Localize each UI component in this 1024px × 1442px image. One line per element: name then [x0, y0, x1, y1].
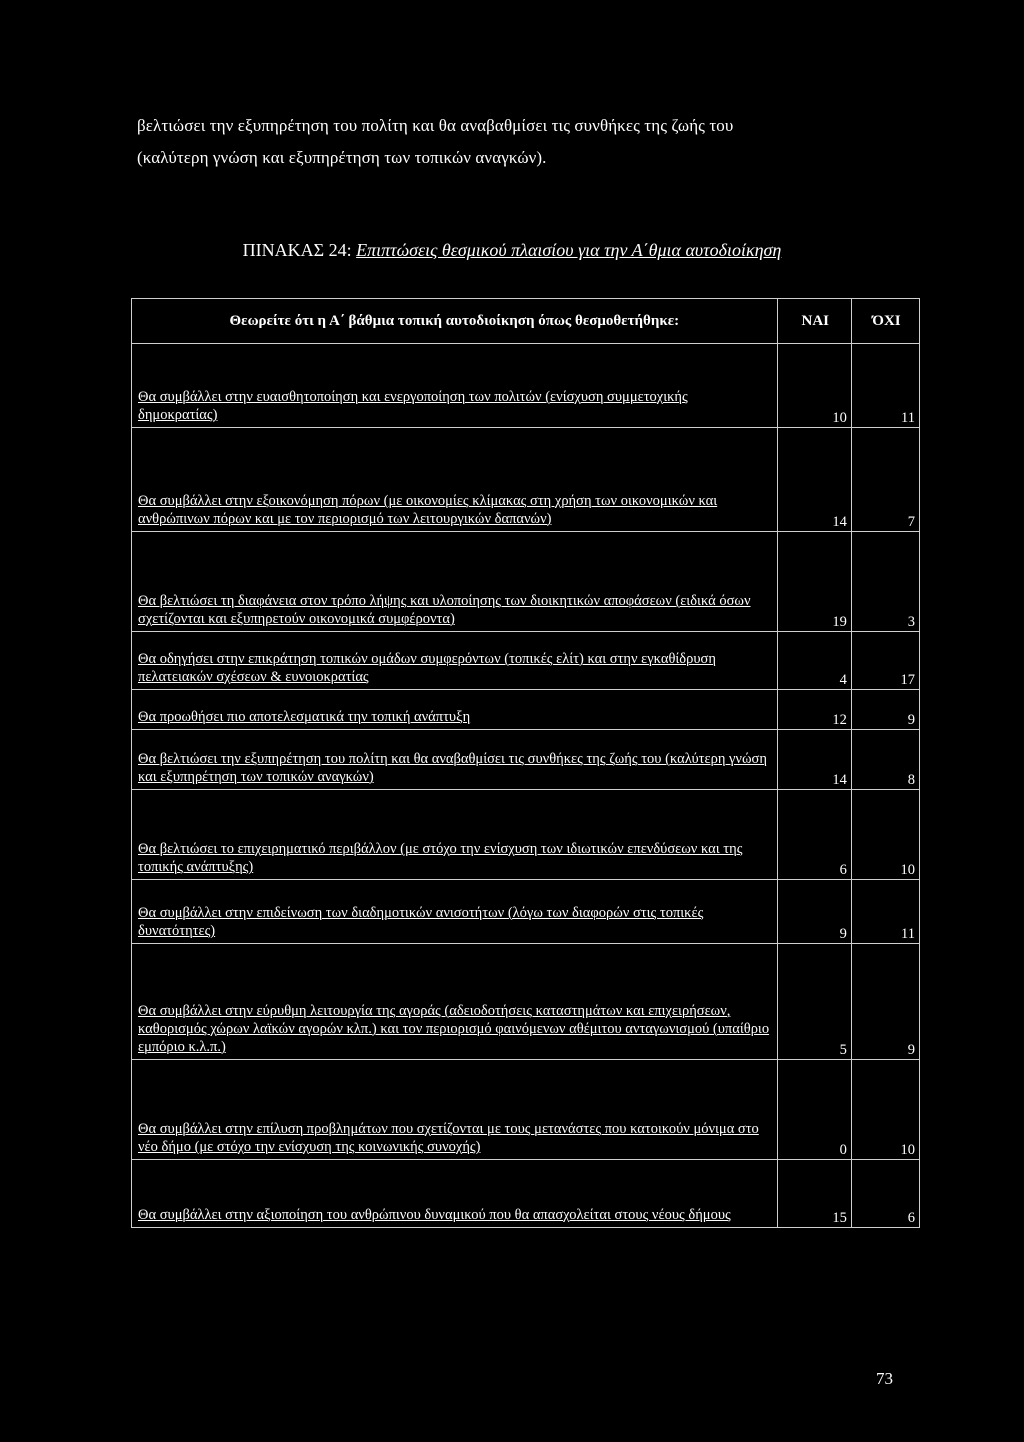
row-no-count: 10 [851, 1060, 919, 1160]
table-title-caption: Επιπτώσεις θεσμικού πλαισίου για την Α΄θμια αυτοδιοίκηση [356, 240, 782, 260]
intro-line-2: (καλύτερη γνώση και εξυπηρέτηση των τοπικών αναγκών). [137, 148, 547, 167]
header-question: Θεωρείτε ότι η Α΄ βάθμια τοπική αυτοδιοίκηση όπως θεσμοθετήθηκε: [132, 299, 778, 344]
row-statement: Θα συμβάλλει στην ευαισθητοποίηση και ενεργοποίηση των πολιτών (ενίσχυση συμμετοχικής δημοκρατίας) [138, 389, 688, 423]
table-title-label: ΠΙΝΑΚΑΣ 24: [242, 240, 352, 260]
row-yes-count: 6 [777, 790, 851, 880]
row-no-count: 11 [851, 880, 919, 944]
row-yes-count: 5 [777, 944, 851, 1060]
row-statement-cell [132, 1160, 778, 1228]
table-row [132, 1160, 920, 1228]
row-yes-count: 12 [777, 690, 851, 730]
page-number: 73 [876, 1369, 893, 1388]
row-yes-count: 15 [777, 1160, 851, 1228]
row-statement: Θα συμβάλλει στην επίλυση προβλημάτων που σχετίζονται με τους μετανάστες που κατοικούν μόνιμα στο νέο δήμο (με στόχο την ενίσχυση της κοινωνικής συνοχής) [138, 1121, 759, 1155]
row-statement: Θα βελτιώσει τη διαφάνεια στον τρόπο λήψης και υλοποίησης των διοικητικών αποφάσεων (ειδικά όσων σχετίζονται και εξυπηρετούν οικονομικά συμφέροντα) [138, 593, 751, 627]
row-statement: Θα βελτιώσει την εξυπηρέτηση του πολίτη και θα αναβαθμίσει τις συνθήκες της ζωής του (καλύτερη γνώση και εξυπηρέτηση των τοπικών αναγκών) [138, 751, 767, 785]
row-statement: Θα συμβάλλει στην εξοικονόμηση πόρων (με οικονομίες κλίμακας στη χρήση των οικονομικών και ανθρώπινων πόρων και με τον περιορισμό των λειτουργικών δαπανών) [138, 493, 718, 527]
row-statement: Θα συμβάλλει στην αξιοποίηση του ανθρώπινου δυναμικού που θα απασχολείται στους νέους δήμους [138, 1207, 731, 1223]
row-statement-cell [132, 344, 778, 428]
row-no-count: 9 [851, 944, 919, 1060]
table-row [132, 344, 920, 428]
table-row [132, 532, 920, 632]
row-no-count: 7 [851, 428, 919, 532]
table-header-row [132, 299, 920, 344]
row-statement-cell [132, 1060, 778, 1160]
row-statement-cell [132, 428, 778, 532]
row-statement: Θα οδηγήσει στην επικράτηση τοπικών ομάδων συμφερόντων (τοπικές ελίτ) και στην εγκαθίδρυση πελατειακών σχέσεων & ευνοιοκρατίας [138, 651, 716, 685]
row-statement: Θα συμβάλλει στην εύρυθμη λειτουργία της αγοράς (αδειοδοτήσεις καταστημάτων και επιχειρήσεων, καθορισμός χώρων λαϊκών αγορών κλπ.) και τον περιορισμό φαινόμενων αθέμιτου ανταγωνισμού (υπαίθριο εμπόριο κ.λ.π.) [138, 1003, 770, 1055]
row-no-count: 11 [851, 344, 919, 428]
row-statement-cell [132, 632, 778, 690]
row-yes-count: 0 [777, 1060, 851, 1160]
row-yes-count: 9 [777, 880, 851, 944]
row-statement: Θα προωθήσει πιο αποτελεσματικά την τοπική ανάπτυξη [138, 709, 471, 725]
row-statement: Θα βελτιώσει το επιχειρηματικό περιβάλλον (με στόχο την ενίσχυση των ιδιωτικών επενδύσεων και της τοπικής ανάπτυξης) [138, 841, 743, 875]
row-yes-count: 14 [777, 428, 851, 532]
table-row [132, 880, 920, 944]
row-no-count: 9 [851, 690, 919, 730]
survey-table [131, 298, 920, 1228]
row-yes-count: 10 [777, 344, 851, 428]
row-statement-cell [132, 790, 778, 880]
row-statement-cell [132, 690, 778, 730]
row-statement-cell [132, 880, 778, 944]
row-statement-cell [132, 944, 778, 1060]
row-statement-cell [132, 730, 778, 790]
row-yes-count: 4 [777, 632, 851, 690]
intro-paragraph [137, 110, 917, 174]
row-yes-count: 14 [777, 730, 851, 790]
table-row [132, 690, 920, 730]
intro-line-1: βελτιώσει την εξυπηρέτηση του πολίτη και θα αναβαθμίσει τις συνθήκες της ζωής του [137, 116, 734, 135]
row-no-count: 17 [851, 632, 919, 690]
header-no: ΌΧΙ [851, 299, 919, 344]
row-no-count: 6 [851, 1160, 919, 1228]
header-yes: ΝΑΙ [777, 299, 851, 344]
row-yes-count: 19 [777, 532, 851, 632]
row-no-count: 8 [851, 730, 919, 790]
table-title [0, 240, 1024, 261]
table-row [132, 790, 920, 880]
table-row [132, 1060, 920, 1160]
row-statement-cell [132, 532, 778, 632]
row-statement: Θα συμβάλλει στην επιδείνωση των διαδημοτικών ανισοτήτων (λόγω των διαφορών στις τοπικές δυνατότητες) [138, 905, 704, 939]
row-no-count: 10 [851, 790, 919, 880]
table-row [132, 632, 920, 690]
table-row [132, 730, 920, 790]
table-row [132, 428, 920, 532]
table-row [132, 944, 920, 1060]
row-no-count: 3 [851, 532, 919, 632]
